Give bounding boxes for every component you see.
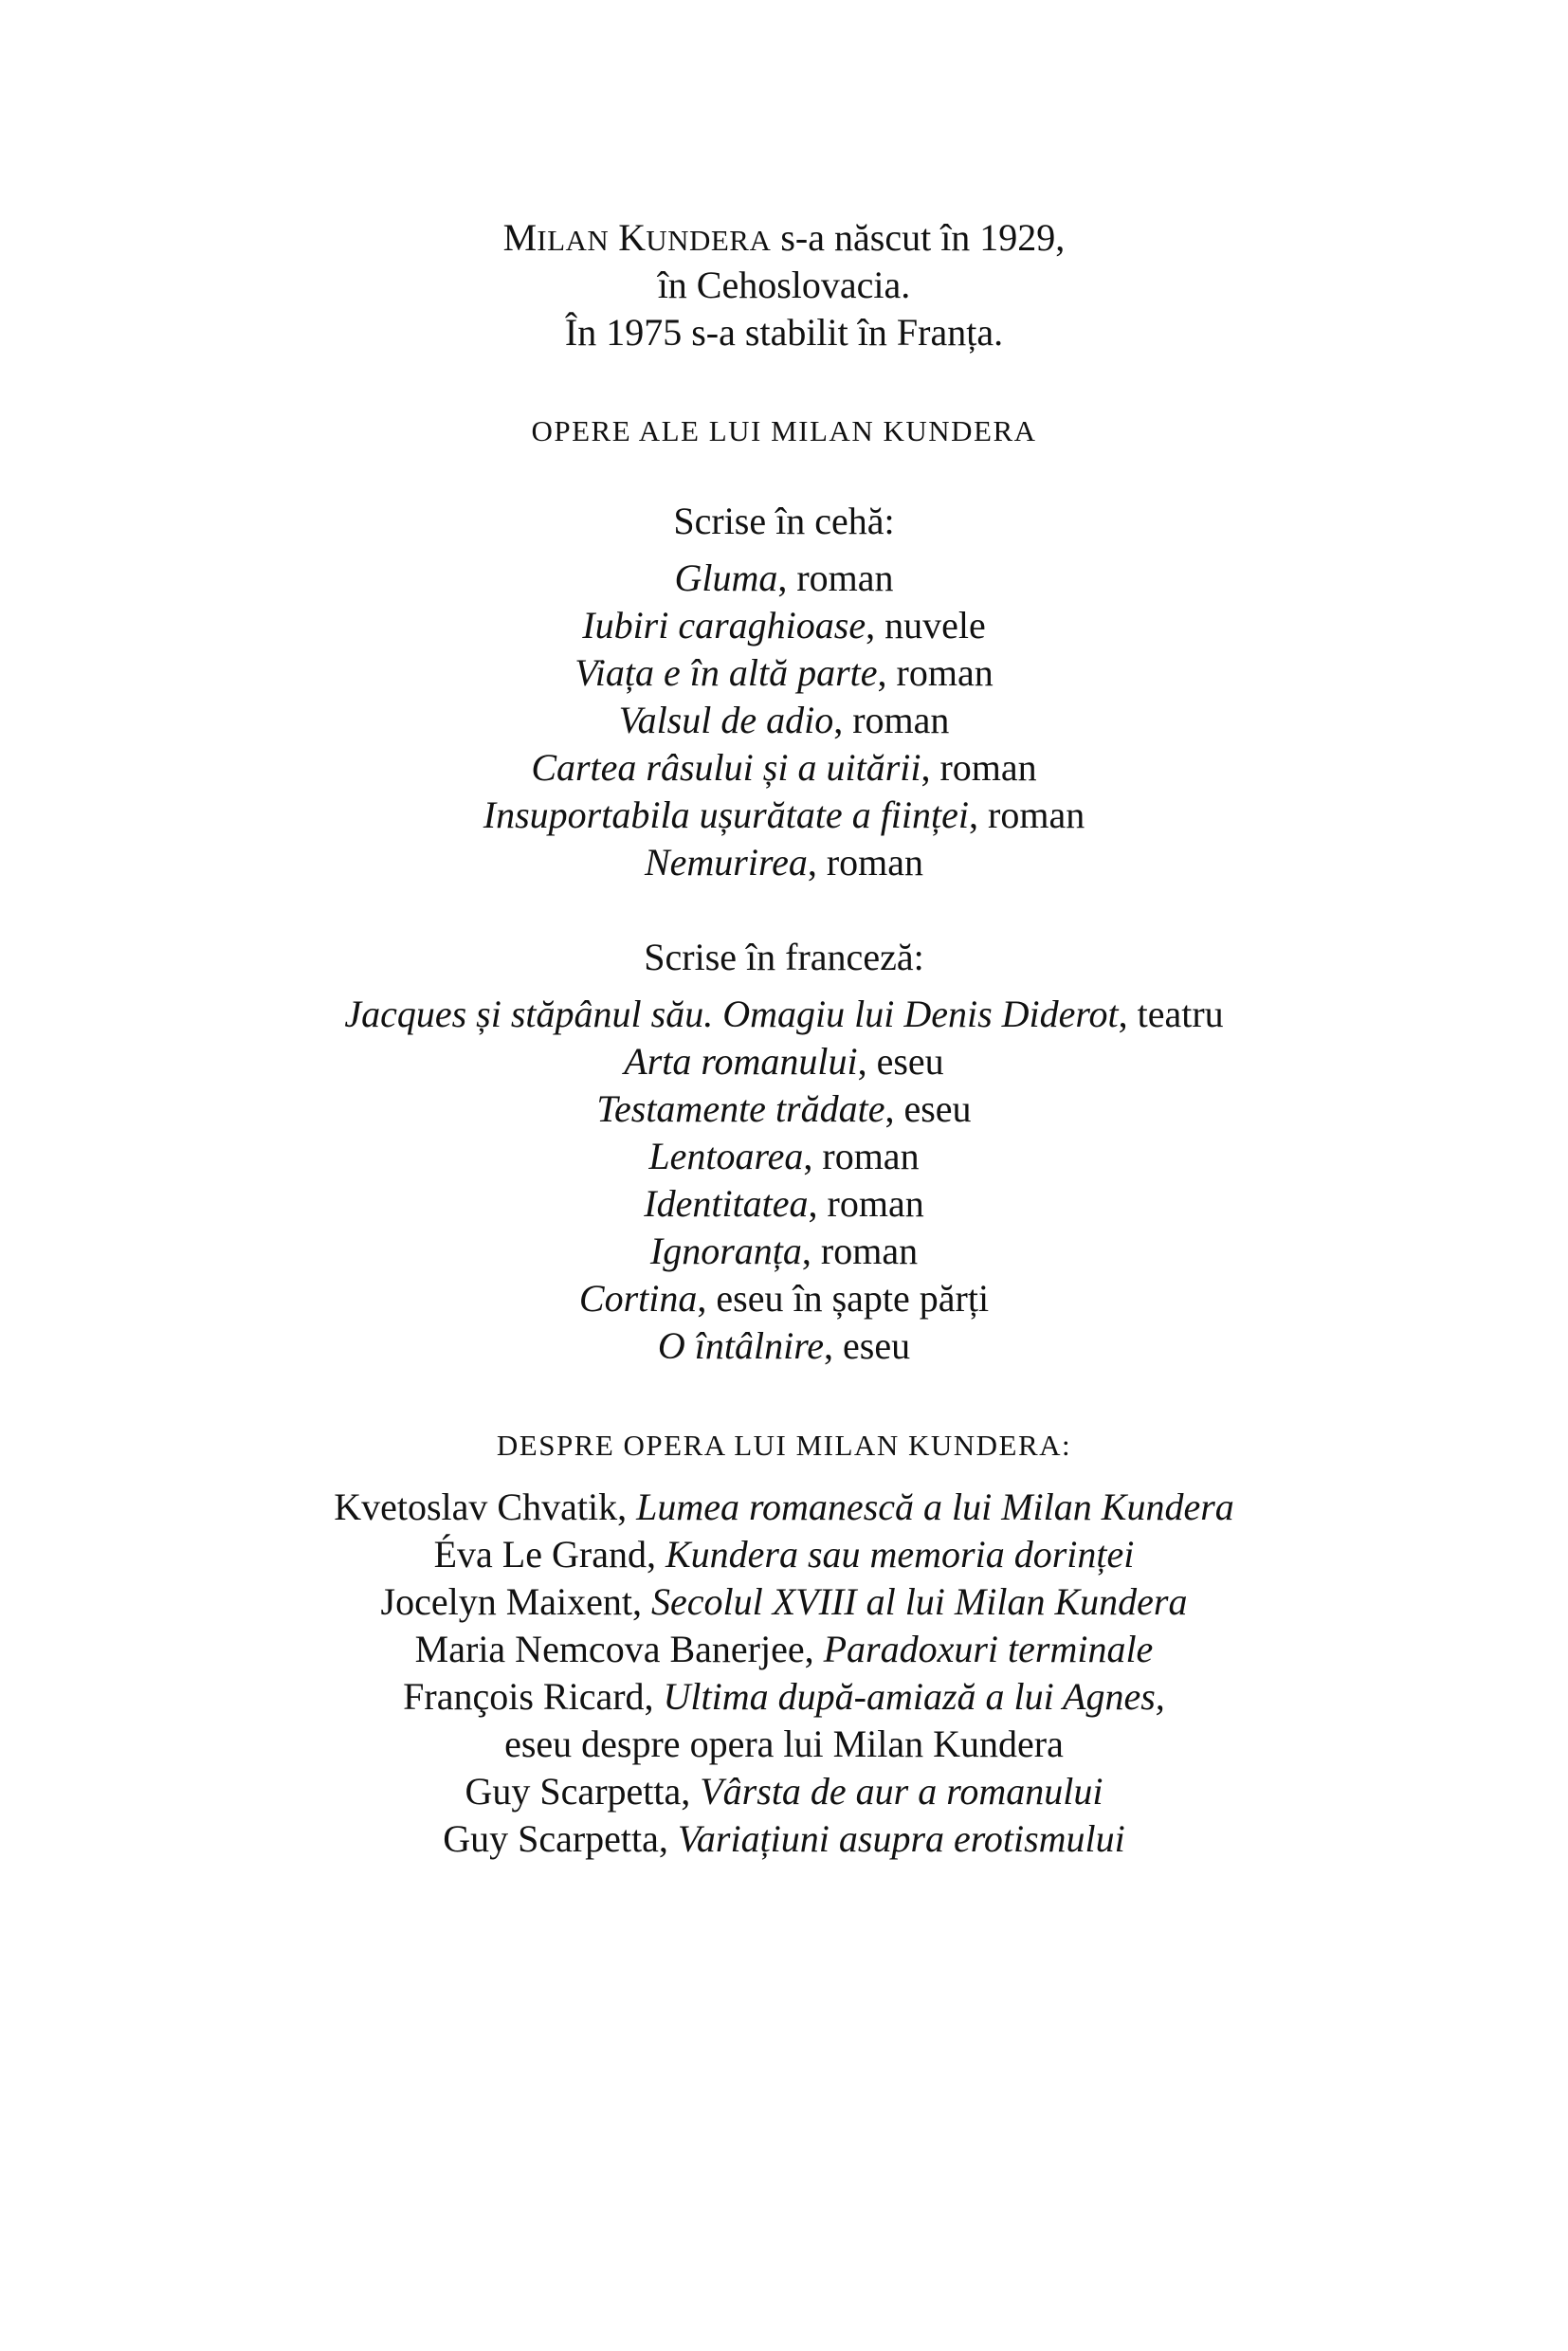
name-small-caps: ILAN <box>537 224 610 257</box>
study-title: Ultima după-amiază a lui Agnes, <box>663 1675 1165 1718</box>
work-genre: , eseu în șapte părți <box>697 1277 990 1320</box>
czech-work <box>0 744 1568 792</box>
work-title: Ignoranța <box>649 1230 802 1272</box>
work-title: Nemurirea <box>644 841 808 884</box>
french-work <box>0 1275 1568 1322</box>
author-intro-line-2: în Cehoslovacia. <box>657 264 911 306</box>
czech-work <box>0 555 1568 602</box>
study-entry <box>0 1673 1568 1721</box>
work-title: Identitatea <box>644 1182 809 1225</box>
work-title: Viața e în altă parte <box>574 651 878 694</box>
study-author: Maria Nemcova Banerjee, <box>414 1628 824 1670</box>
study-entry <box>0 1578 1568 1626</box>
work-title: Valsul de adio <box>618 699 834 741</box>
study-author: François Ricard, <box>403 1675 664 1718</box>
work-genre: , eseu <box>824 1324 911 1367</box>
study-entry <box>0 1721 1568 1768</box>
work-genre: , roman <box>803 1135 920 1177</box>
work-genre: , eseu <box>884 1087 972 1130</box>
study-author: Guy Scarpetta, <box>443 1817 678 1860</box>
study-title: Paradoxuri terminale <box>823 1628 1154 1670</box>
birth-text: s-a născut în 1929, <box>771 216 1066 259</box>
study-title: Variațiuni asupra erotismului <box>677 1817 1125 1860</box>
work-title: Arta romanului <box>624 1040 858 1083</box>
study-author: eseu despre opera lui Milan Kundera <box>504 1722 1064 1765</box>
study-entry <box>0 1815 1568 1863</box>
work-genre: , roman <box>921 746 1037 789</box>
work-title: Lentoarea <box>648 1135 804 1177</box>
study-author: Guy Scarpetta, <box>465 1770 701 1813</box>
work-title: Gluma <box>674 556 778 599</box>
work-title: O întâlnire <box>657 1324 825 1367</box>
work-title: Testamente trădate <box>596 1087 885 1130</box>
study-title: Lumea romanescă a lui Milan Kundera <box>636 1485 1234 1528</box>
surname-initial: K <box>618 216 647 259</box>
author-intro-line-3: În 1975 s-a stabilit în Franța. <box>564 311 1004 354</box>
czech-work <box>0 697 1568 744</box>
work-title: Cartea râsului și a uitării <box>531 746 921 789</box>
czech-work <box>0 792 1568 839</box>
study-entry <box>0 1484 1568 1531</box>
french-work <box>0 1180 1568 1228</box>
study-author: Jocelyn Maixent, <box>380 1580 652 1623</box>
czech-heading: Scrise în cehă: <box>673 500 895 542</box>
study-author: Kvetoslav Chvatik, <box>334 1485 637 1528</box>
work-genre: , roman <box>808 1182 924 1225</box>
french-work <box>0 1038 1568 1085</box>
czech-work <box>0 649 1568 697</box>
work-genre: , roman <box>877 651 994 694</box>
study-author: Éva Le Grand, <box>433 1533 665 1576</box>
work-genre: , roman <box>833 699 950 741</box>
study-title: Secolul XVIII al lui Milan Kundera <box>651 1580 1188 1623</box>
french-work <box>0 1228 1568 1275</box>
work-title: Cortina <box>578 1277 698 1320</box>
french-heading: Scrise în franceză: <box>644 936 924 978</box>
study-entry <box>0 1626 1568 1673</box>
work-genre: , roman <box>801 1230 919 1272</box>
french-work <box>0 1085 1568 1133</box>
czech-work <box>0 602 1568 649</box>
surname-small-caps: UNDERA <box>646 224 772 257</box>
study-title: Kundera sau memoria dorinței <box>665 1533 1135 1576</box>
name-initial: M <box>502 216 538 259</box>
work-genre: , roman <box>777 556 894 599</box>
czech-work <box>0 839 1568 886</box>
work-genre: , teatru <box>1118 993 1224 1035</box>
work-genre: , roman <box>969 793 1085 836</box>
french-work <box>0 1133 1568 1180</box>
study-title: Vârsta de aur a romanului <box>700 1770 1103 1813</box>
french-work <box>0 1322 1568 1370</box>
study-entry <box>0 1768 1568 1815</box>
work-title: Iubiri caraghioase <box>582 604 866 647</box>
author-intro-line-1 <box>0 214 1568 264</box>
work-genre: , roman <box>807 841 924 884</box>
french-work <box>0 991 1568 1038</box>
study-entry <box>0 1531 1568 1578</box>
works-heading: OPERE ALE LUI MILAN KUNDERA <box>531 414 1037 447</box>
work-genre: , nuvele <box>866 604 986 647</box>
about-heading: DESPRE OPERA LUI MILAN KUNDERA: <box>496 1429 1072 1462</box>
work-title: Insuportabila ușurătate a ființei <box>483 793 970 836</box>
work-title: Jacques și stăpânul său. Omagiu lui Denis Diderot <box>344 993 1119 1035</box>
work-genre: , eseu <box>857 1040 944 1083</box>
